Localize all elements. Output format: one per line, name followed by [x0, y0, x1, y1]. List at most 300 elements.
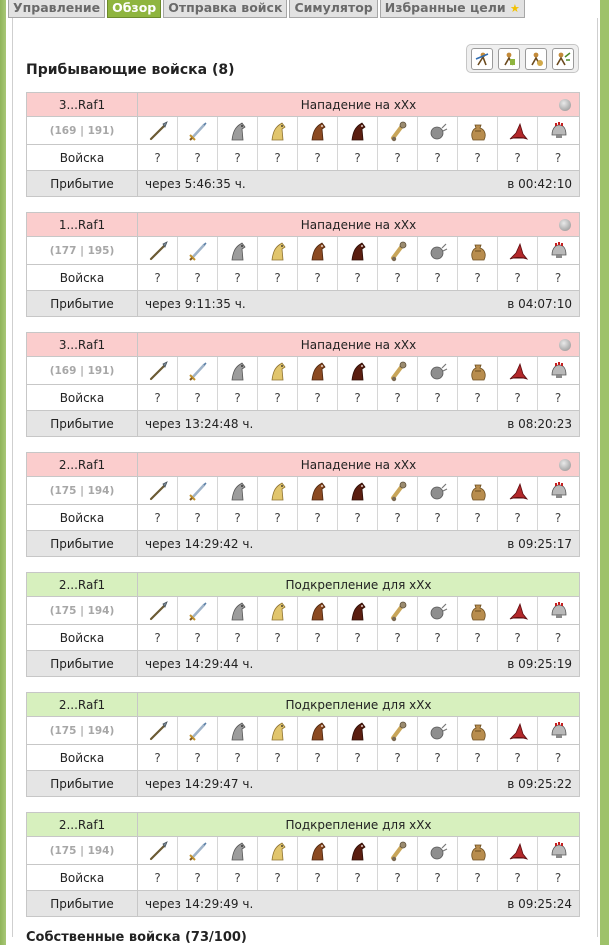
troop-count-unknown: ? [378, 505, 418, 530]
heavy-cavalry-icon [347, 240, 369, 262]
troop-count-unknown: ? [218, 385, 258, 410]
arrival-countdown: через 14:29:49 ч. [145, 896, 254, 911]
ram-icon [387, 840, 409, 862]
command-header-row [27, 813, 579, 837]
troop-count-unknown: ? [554, 390, 562, 405]
unit-header-cell [458, 117, 498, 144]
spy-icon [267, 240, 289, 262]
unit-header-cell [218, 717, 258, 744]
sword-icon [187, 600, 209, 622]
unit-header-cell [458, 237, 498, 264]
ram-icon [387, 360, 409, 382]
command-header-row [27, 453, 579, 477]
tab-simulator[interactable]: Симулятор [289, 0, 377, 18]
troop-count-unknown: ? [378, 865, 418, 890]
troop-count-unknown: ? [458, 865, 498, 890]
troop-count-unknown: ? [258, 505, 298, 530]
incoming-command [26, 92, 580, 197]
axe-icon [227, 120, 249, 142]
troop-count-unknown: ? [338, 865, 378, 890]
arrival-time: в 09:25:24 [507, 896, 572, 911]
unit-header-cell [538, 717, 578, 744]
troop-count-unknown: ? [138, 625, 178, 650]
unit-header-cell [218, 357, 258, 384]
unit-header-cell [138, 837, 178, 864]
catapult-icon [427, 360, 449, 382]
unit-header-cell [298, 117, 338, 144]
arrival-time: в 04:07:10 [507, 296, 572, 311]
unit-header-cell [218, 597, 258, 624]
unit-header-cell [338, 837, 378, 864]
snob-icon [467, 480, 489, 502]
unit-header-cell [338, 117, 378, 144]
status-dot-icon [559, 459, 571, 471]
status-dot-icon [559, 99, 571, 111]
unit-header-cell [298, 477, 338, 504]
troop-count-unknown: ? [178, 505, 218, 530]
troop-count-unknown: ? [178, 265, 218, 290]
unit-header-cell [138, 477, 178, 504]
troop-count-unknown: ? [178, 625, 218, 650]
troop-count-unknown: ? [298, 145, 338, 170]
origin-village-link[interactable]: 2...Raf1 [27, 453, 138, 476]
return-filter-icon [528, 51, 544, 67]
tab-management[interactable]: Управление [8, 0, 105, 18]
unit-header-cell [418, 477, 458, 504]
troop-count-unknown: ? [554, 510, 562, 525]
unit-header-cell [378, 717, 418, 744]
status-dot-icon [559, 339, 571, 351]
troops-row [27, 625, 579, 651]
troop-count-unknown: ? [554, 270, 562, 285]
troops-label: Войска [27, 625, 138, 650]
support-filter-button[interactable] [498, 48, 520, 70]
catapult-icon [427, 600, 449, 622]
unit-icons-row [27, 477, 579, 505]
sword-icon [187, 240, 209, 262]
militia-icon [547, 240, 569, 262]
unit-header-cell [418, 837, 458, 864]
troop-count-unknown: ? [138, 745, 178, 770]
unit-header-cell [378, 477, 418, 504]
unit-header-cell [178, 477, 218, 504]
troops-label: Войска [27, 865, 138, 890]
unit-header-cell [378, 597, 418, 624]
unit-header-cell [378, 237, 418, 264]
unit-header-cell [258, 837, 298, 864]
troop-count-unknown: ? [418, 145, 458, 170]
troops-row [27, 385, 579, 411]
unit-header-cell [458, 837, 498, 864]
origin-coords: (169 | 191) [27, 117, 138, 144]
knight-icon [507, 360, 529, 382]
arrival-row [27, 291, 579, 316]
unit-header-cell [138, 357, 178, 384]
axe-icon [227, 480, 249, 502]
arrival-row [27, 531, 579, 556]
origin-village-link[interactable]: 2...Raf1 [27, 813, 138, 836]
unit-icons-row [27, 837, 579, 865]
incoming-command [26, 212, 580, 317]
troop-count-unknown: ? [378, 145, 418, 170]
troop-count-unknown: ? [178, 745, 218, 770]
command-title[interactable] [138, 573, 579, 596]
troop-count-unknown: ? [338, 745, 378, 770]
unit-header-cell [258, 117, 298, 144]
arrival-time: в 08:20:23 [507, 416, 572, 431]
support-filter-icon [501, 51, 517, 67]
arrival-time: в 09:25:22 [507, 776, 572, 791]
unit-header-cell [338, 597, 378, 624]
troops-label: Войска [27, 745, 138, 770]
troop-count-unknown: ? [554, 150, 562, 165]
unit-header-cell [378, 837, 418, 864]
unit-header-cell [378, 357, 418, 384]
catapult-icon [427, 240, 449, 262]
axe-icon [227, 240, 249, 262]
troop-count-unknown: ? [378, 385, 418, 410]
snob-icon [467, 360, 489, 382]
troop-count-unknown: ? [178, 145, 218, 170]
incoming-command [26, 692, 580, 797]
troop-count-unknown: ? [458, 145, 498, 170]
troop-count-unknown: ? [554, 750, 562, 765]
troops-row [27, 865, 579, 891]
heavy-cavalry-icon [347, 840, 369, 862]
troop-count-unknown: ? [418, 385, 458, 410]
troop-count-unknown: ? [218, 145, 258, 170]
snob-icon [467, 840, 489, 862]
spear-icon [147, 480, 169, 502]
arrival-row [27, 891, 579, 916]
arrival-row [27, 651, 579, 676]
troop-count-unknown: ? [298, 505, 338, 530]
troop-count-unknown: ? [418, 865, 458, 890]
troop-count-unknown: ? [298, 625, 338, 650]
unit-header-cell [538, 837, 578, 864]
incoming-command [26, 572, 580, 677]
unit-header-cell [458, 597, 498, 624]
command-title-text: Нападение на xXx [300, 97, 417, 112]
all-filter-button[interactable] [552, 48, 574, 70]
troop-count-unknown: ? [138, 265, 178, 290]
ram-icon [387, 240, 409, 262]
command-header-row [27, 93, 579, 117]
troop-count-unknown: ? [338, 505, 378, 530]
command-title-text: Подкрепление для xXx [285, 697, 432, 712]
status-dot-icon [559, 219, 571, 231]
unit-header-cell [258, 717, 298, 744]
spear-icon [147, 360, 169, 382]
unit-header-cell [258, 597, 298, 624]
troop-count-unknown: ? [418, 505, 458, 530]
spy-icon [267, 600, 289, 622]
spear-icon [147, 600, 169, 622]
unit-header-cell [178, 117, 218, 144]
arrival-cell [138, 291, 579, 316]
troop-count-unknown: ? [258, 865, 298, 890]
spear-icon [147, 240, 169, 262]
command-title[interactable] [138, 213, 579, 236]
unit-header-cell [498, 597, 538, 624]
arrival-time: в 00:42:10 [507, 176, 572, 191]
unit-header-cell [458, 717, 498, 744]
unit-header-cell [138, 237, 178, 264]
heavy-cavalry-icon [347, 720, 369, 742]
axe-icon [227, 840, 249, 862]
light-cavalry-icon [307, 240, 329, 262]
light-cavalry-icon [307, 480, 329, 502]
command-header-row [27, 693, 579, 717]
incoming-command [26, 452, 580, 557]
troop-count-unknown: ? [498, 265, 538, 290]
arrival-label: Прибытие [27, 171, 138, 196]
unit-icons-row [27, 117, 579, 145]
command-title[interactable] [138, 693, 579, 716]
spy-icon [267, 480, 289, 502]
unit-header-cell [538, 357, 578, 384]
militia-icon [547, 120, 569, 142]
troop-count-unknown: ? [338, 385, 378, 410]
all-filter-icon [555, 51, 571, 67]
troops-row [27, 505, 579, 531]
troop-count-unknown: ? [218, 505, 258, 530]
sword-icon [187, 480, 209, 502]
unit-header-cell [418, 717, 458, 744]
command-header-row [27, 213, 579, 237]
snob-icon [467, 600, 489, 622]
sword-icon [187, 120, 209, 142]
command-title[interactable] [138, 813, 579, 836]
arrival-countdown: через 14:29:47 ч. [145, 776, 254, 791]
troop-count-unknown: ? [554, 870, 562, 885]
unit-header-cell [298, 837, 338, 864]
troop-count-unknown: ? [498, 385, 538, 410]
command-title-text: Нападение на xXx [300, 457, 417, 472]
unit-header-cell [538, 597, 578, 624]
militia-icon [547, 720, 569, 742]
origin-village-link[interactable]: 1...Raf1 [27, 213, 138, 236]
troop-count-unknown: ? [298, 265, 338, 290]
command-title[interactable] [138, 93, 579, 116]
unit-header-cell [338, 717, 378, 744]
unit-header-cell [538, 117, 578, 144]
troop-count-unknown: ? [378, 745, 418, 770]
arrival-cell [138, 891, 579, 916]
origin-village-link[interactable]: 2...Raf1 [27, 573, 138, 596]
arrival-cell [138, 531, 579, 556]
knight-icon [507, 480, 529, 502]
light-cavalry-icon [307, 720, 329, 742]
unit-header-cell [298, 597, 338, 624]
command-header-row [27, 333, 579, 357]
unit-header-cell [138, 597, 178, 624]
origin-village-link[interactable]: 2...Raf1 [27, 693, 138, 716]
troop-count-unknown: ? [458, 625, 498, 650]
light-cavalry-icon [307, 600, 329, 622]
unit-header-cell [338, 357, 378, 384]
unit-icons-row [27, 597, 579, 625]
origin-coords: (175 | 194) [27, 837, 138, 864]
unit-header-cell [178, 357, 218, 384]
arrival-countdown: через 9:11:35 ч. [145, 296, 246, 311]
snob-icon [467, 120, 489, 142]
origin-coords: (175 | 194) [27, 477, 138, 504]
unit-icons-row [27, 357, 579, 385]
spy-icon [267, 120, 289, 142]
troop-count-unknown: ? [498, 745, 538, 770]
troops-label: Войска [27, 505, 138, 530]
troop-count-unknown: ? [218, 865, 258, 890]
axe-icon [227, 360, 249, 382]
unit-header-cell [178, 237, 218, 264]
unit-header-cell [298, 237, 338, 264]
catapult-icon [427, 120, 449, 142]
troop-count-unknown: ? [498, 145, 538, 170]
troop-count-unknown: ? [218, 265, 258, 290]
unit-icons-row [27, 237, 579, 265]
unit-header-cell [498, 117, 538, 144]
unit-header-cell [418, 117, 458, 144]
unit-header-cell [218, 237, 258, 264]
troop-count-unknown: ? [554, 630, 562, 645]
ram-icon [387, 480, 409, 502]
troop-count-unknown: ? [258, 265, 298, 290]
incoming-command [26, 812, 580, 917]
attack-filter-button[interactable] [471, 48, 493, 70]
unit-header-cell [418, 237, 458, 264]
troop-count-unknown: ? [298, 745, 338, 770]
heavy-cavalry-icon [347, 600, 369, 622]
unit-header-cell [218, 477, 258, 504]
star-icon: ★ [510, 2, 520, 15]
knight-icon [507, 240, 529, 262]
troop-count-unknown: ? [498, 505, 538, 530]
troop-count-unknown: ? [138, 145, 178, 170]
knight-icon [507, 840, 529, 862]
spy-icon [267, 840, 289, 862]
arrival-time: в 09:25:17 [507, 536, 572, 551]
troop-count-unknown: ? [458, 385, 498, 410]
troops-row [27, 265, 579, 291]
troop-count-unknown: ? [498, 625, 538, 650]
command-title-text: Подкрепление для xXx [285, 577, 432, 592]
incoming-command [26, 332, 580, 437]
troop-count-unknown: ? [338, 625, 378, 650]
knight-icon [507, 120, 529, 142]
unit-header-cell [298, 717, 338, 744]
spy-icon [267, 360, 289, 382]
ram-icon [387, 600, 409, 622]
light-cavalry-icon [307, 360, 329, 382]
tab-overview[interactable]: Обзор [107, 0, 161, 18]
sword-icon [187, 360, 209, 382]
ram-icon [387, 720, 409, 742]
unit-header-cell [258, 357, 298, 384]
tab-favorite-targets[interactable]: Избранные цели ★ [380, 0, 525, 18]
page-title: Прибывающие войска (8) [26, 62, 235, 78]
arrival-cell [138, 771, 579, 796]
militia-icon [547, 480, 569, 502]
command-title[interactable] [138, 453, 579, 476]
return-filter-button[interactable] [525, 48, 547, 70]
unit-header-cell [538, 237, 578, 264]
catapult-icon [427, 480, 449, 502]
arrival-label: Прибытие [27, 651, 138, 676]
unit-header-cell [138, 117, 178, 144]
arrival-label: Прибытие [27, 531, 138, 556]
axe-icon [227, 720, 249, 742]
troops-label: Войска [27, 385, 138, 410]
arrival-time: в 09:25:19 [507, 656, 572, 671]
arrival-label: Прибытие [27, 411, 138, 436]
tab-send-troops[interactable]: Отправка войск [163, 0, 287, 18]
militia-icon [547, 840, 569, 862]
unit-header-cell [338, 477, 378, 504]
unit-header-cell [498, 837, 538, 864]
troop-count-unknown: ? [138, 385, 178, 410]
troops-row [27, 745, 579, 771]
troop-count-unknown: ? [178, 385, 218, 410]
unit-header-cell [178, 717, 218, 744]
command-title-text: Нападение на xXx [300, 337, 417, 352]
unit-header-cell [458, 477, 498, 504]
arrival-row [27, 171, 579, 196]
unit-header-cell [258, 237, 298, 264]
troops-label: Войска [27, 145, 138, 170]
snob-icon [467, 720, 489, 742]
troop-count-unknown: ? [298, 385, 338, 410]
unit-header-cell [178, 837, 218, 864]
arrival-label: Прибытие [27, 771, 138, 796]
heavy-cavalry-icon [347, 360, 369, 382]
militia-icon [547, 600, 569, 622]
troop-count-unknown: ? [218, 625, 258, 650]
troop-count-unknown: ? [338, 145, 378, 170]
unit-header-cell [378, 117, 418, 144]
troop-count-unknown: ? [258, 385, 298, 410]
origin-village-link[interactable]: 3...Raf1 [27, 333, 138, 356]
arrival-row [27, 411, 579, 436]
troop-count-unknown: ? [338, 265, 378, 290]
spear-icon [147, 120, 169, 142]
troop-count-unknown: ? [138, 505, 178, 530]
unit-header-cell [498, 357, 538, 384]
command-header-row [27, 573, 579, 597]
knight-icon [507, 600, 529, 622]
spear-icon [147, 840, 169, 862]
troops-row [27, 145, 579, 171]
filter-toolbar [466, 44, 579, 73]
unit-header-cell [418, 357, 458, 384]
arrival-row [27, 771, 579, 796]
troop-count-unknown: ? [498, 865, 538, 890]
arrival-label: Прибытие [27, 291, 138, 316]
troop-count-unknown: ? [418, 745, 458, 770]
unit-header-cell [498, 237, 538, 264]
arrival-countdown: через 5:46:35 ч. [145, 176, 246, 191]
origin-village-link[interactable]: 3...Raf1 [27, 93, 138, 116]
origin-coords: (175 | 194) [27, 597, 138, 624]
light-cavalry-icon [307, 840, 329, 862]
command-title[interactable] [138, 333, 579, 356]
arrival-countdown: через 14:29:44 ч. [145, 656, 254, 671]
unit-header-cell [218, 837, 258, 864]
top-nav [8, 0, 608, 18]
catapult-icon [427, 840, 449, 862]
arrival-cell [138, 171, 579, 196]
ram-icon [387, 120, 409, 142]
